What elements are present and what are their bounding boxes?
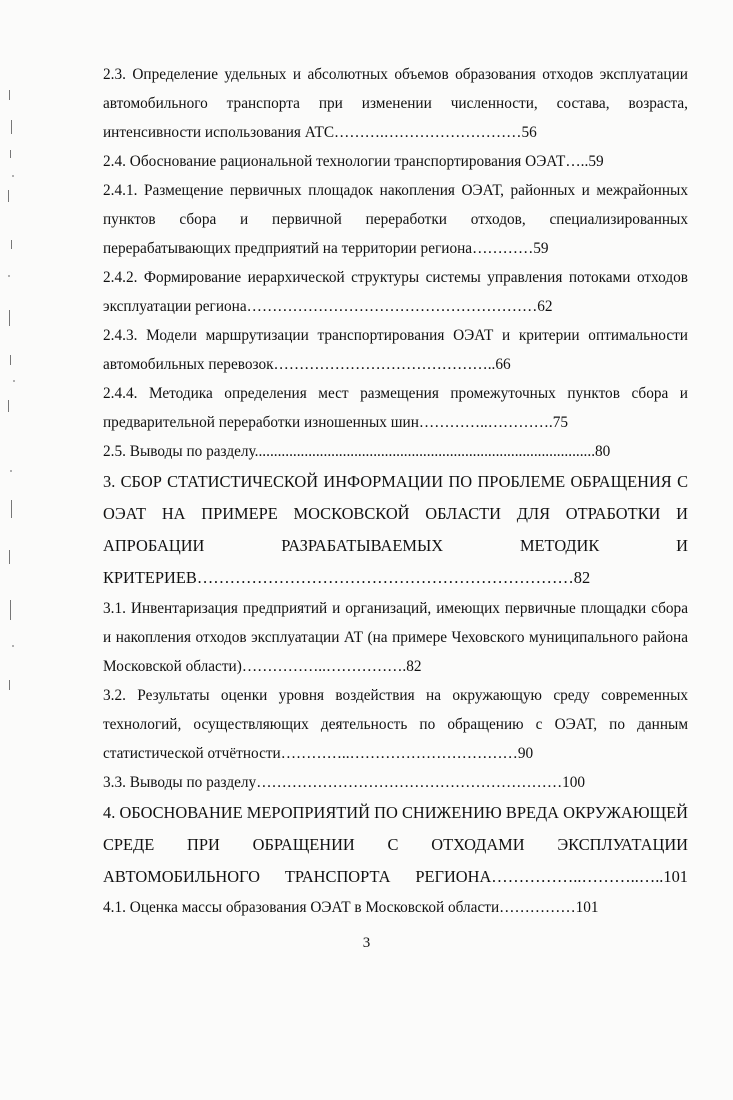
toc-leader-dots: …………..…………………………… bbox=[280, 745, 518, 762]
toc-page-number: 82 bbox=[406, 658, 422, 675]
toc-entry-2-3 bbox=[103, 60, 688, 147]
toc-entry-title: 2.4.3. Модели маршрутизации транспортирования ОЭАТ и критерии оптимальности автомобильных перевозок bbox=[103, 327, 688, 373]
toc-entry-2-4-1 bbox=[103, 176, 688, 263]
toc-page-number: 82 bbox=[573, 568, 591, 587]
toc-entry-2-4 bbox=[103, 147, 688, 176]
toc-entry-3-1 bbox=[103, 594, 688, 681]
toc-page-number: 101 bbox=[663, 867, 688, 886]
toc-page-number: 80 bbox=[595, 443, 611, 460]
toc-entry-title: 2.4.2. Формирование иерархической структуры системы управления потоками отходов эксплуатации региона bbox=[103, 269, 688, 315]
toc-leader-dots: ......................................................................................... bbox=[254, 443, 596, 460]
toc-entry-chapter-4 bbox=[103, 797, 688, 893]
toc-page-number: 56 bbox=[521, 124, 537, 141]
page-number: 3 bbox=[362, 935, 371, 951]
toc-chapter-title: 4. ОБОСНОВАНИЕ МЕРОПРИЯТИЙ ПО СНИЖЕНИЮ ВРЕДА ОКРУЖАЮЩЕЙ СРЕДЕ ПРИ ОБРАЩЕНИИ С ОТХОДАМИ ЭКСПЛУАТАЦИИ АВТОМОБИЛЬНОГО ТРАНСПОРТА РЕГИОНА bbox=[103, 803, 688, 886]
toc-entry-title: 3.2. Результаты оценки уровня воздействия на окружающую среду современных технологий, осуществляющих деятельность по обращению с ОЭАТ, по данным статистической отчётности bbox=[103, 687, 688, 762]
toc-page-number: 59 bbox=[588, 153, 604, 170]
toc-leader-dots: …………………………………………………………… bbox=[196, 568, 574, 587]
toc-leader-dots: …………… bbox=[499, 899, 576, 916]
toc-entry-2-4-4 bbox=[103, 379, 688, 437]
toc-leader-dots: …………………………………………………… bbox=[256, 774, 563, 791]
toc-entry-chapter-3 bbox=[103, 466, 688, 594]
toc-leader-dots: ……………..……………. bbox=[241, 658, 407, 675]
toc-entry-4-1 bbox=[103, 893, 688, 922]
toc-page-number: 66 bbox=[495, 356, 511, 373]
toc-entry-title: 2.4.4. Методика определения мест размещения промежуточных пунктов сбора и предварительной переработки изношенных шин bbox=[103, 385, 688, 431]
toc-leader-dots: …………..…………. bbox=[418, 414, 553, 431]
toc-leader-dots: …………………………………….. bbox=[273, 356, 496, 373]
toc-leader-dots: ……….……………………… bbox=[334, 124, 522, 141]
toc-page-number: 101 bbox=[575, 899, 599, 916]
toc-leader-dots: ……………..………..….. bbox=[491, 867, 664, 886]
toc-entry-2-4-2 bbox=[103, 263, 688, 321]
toc-entry-title: 2.4.1. Размещение первичных площадок накопления ОЭАТ, районных и межрайонных пунктов сбора и первичной переработки отходов, специализированных перерабатывающих предприятий на территории региона bbox=[103, 182, 688, 257]
toc-entry-title: 3.1. Инвентаризация предприятий и организаций, имеющих первичные площадки сбора и накопления отходов эксплуатации АТ (на примере Чеховского муниципального района Московской области) bbox=[103, 600, 688, 675]
toc-entry-2-4-3 bbox=[103, 321, 688, 379]
toc-leader-dots: ….. bbox=[565, 153, 589, 170]
toc-page-number: 62 bbox=[537, 298, 553, 315]
toc-entry-3-3 bbox=[103, 768, 688, 797]
toc-chapter-title: 3. СБОР СТАТИСТИЧЕСКОЙ ИНФОРМАЦИИ ПО ПРОБЛЕМЕ ОБРАЩЕНИЯ С ОЭАТ НА ПРИМЕРЕ МОСКОВСКОЙ ОБЛАСТИ ДЛЯ ОТРАБОТКИ И АПРОБАЦИИ РАЗРАБАТЫВАЕМЫХ МЕТОДИК И КРИТЕРИЕВ bbox=[103, 472, 688, 587]
toc-entry-2-5 bbox=[103, 437, 688, 466]
toc-leader-dots: ………… bbox=[472, 240, 534, 257]
toc-page-number: 59 bbox=[533, 240, 549, 257]
toc-entry-title: 2.3. Определение удельных и абсолютных объемов образования отходов эксплуатации автомобильного транспорта при изменении численности, состава, возраста, интенсивности использования АТС bbox=[103, 66, 688, 141]
toc-page-number: 90 bbox=[517, 745, 534, 762]
scan-margin-marks bbox=[6, 80, 18, 720]
toc-leader-dots: ………………………………………………… bbox=[246, 298, 538, 315]
table-of-contents bbox=[103, 60, 688, 922]
toc-entry-title: 3.3. Выводы по разделу bbox=[103, 774, 257, 791]
toc-entry-title: 2.4. Обоснование рациональной технологии транспортирования ОЭАТ bbox=[103, 153, 566, 170]
toc-page-number: 75 bbox=[552, 414, 569, 431]
toc-entry-3-2 bbox=[103, 681, 688, 768]
toc-page-number: 100 bbox=[562, 774, 586, 791]
toc-entry-title: 4.1. Оценка массы образования ОЭАТ в Московской области bbox=[103, 899, 500, 916]
toc-entry-title: 2.5. Выводы по разделу bbox=[103, 443, 255, 460]
